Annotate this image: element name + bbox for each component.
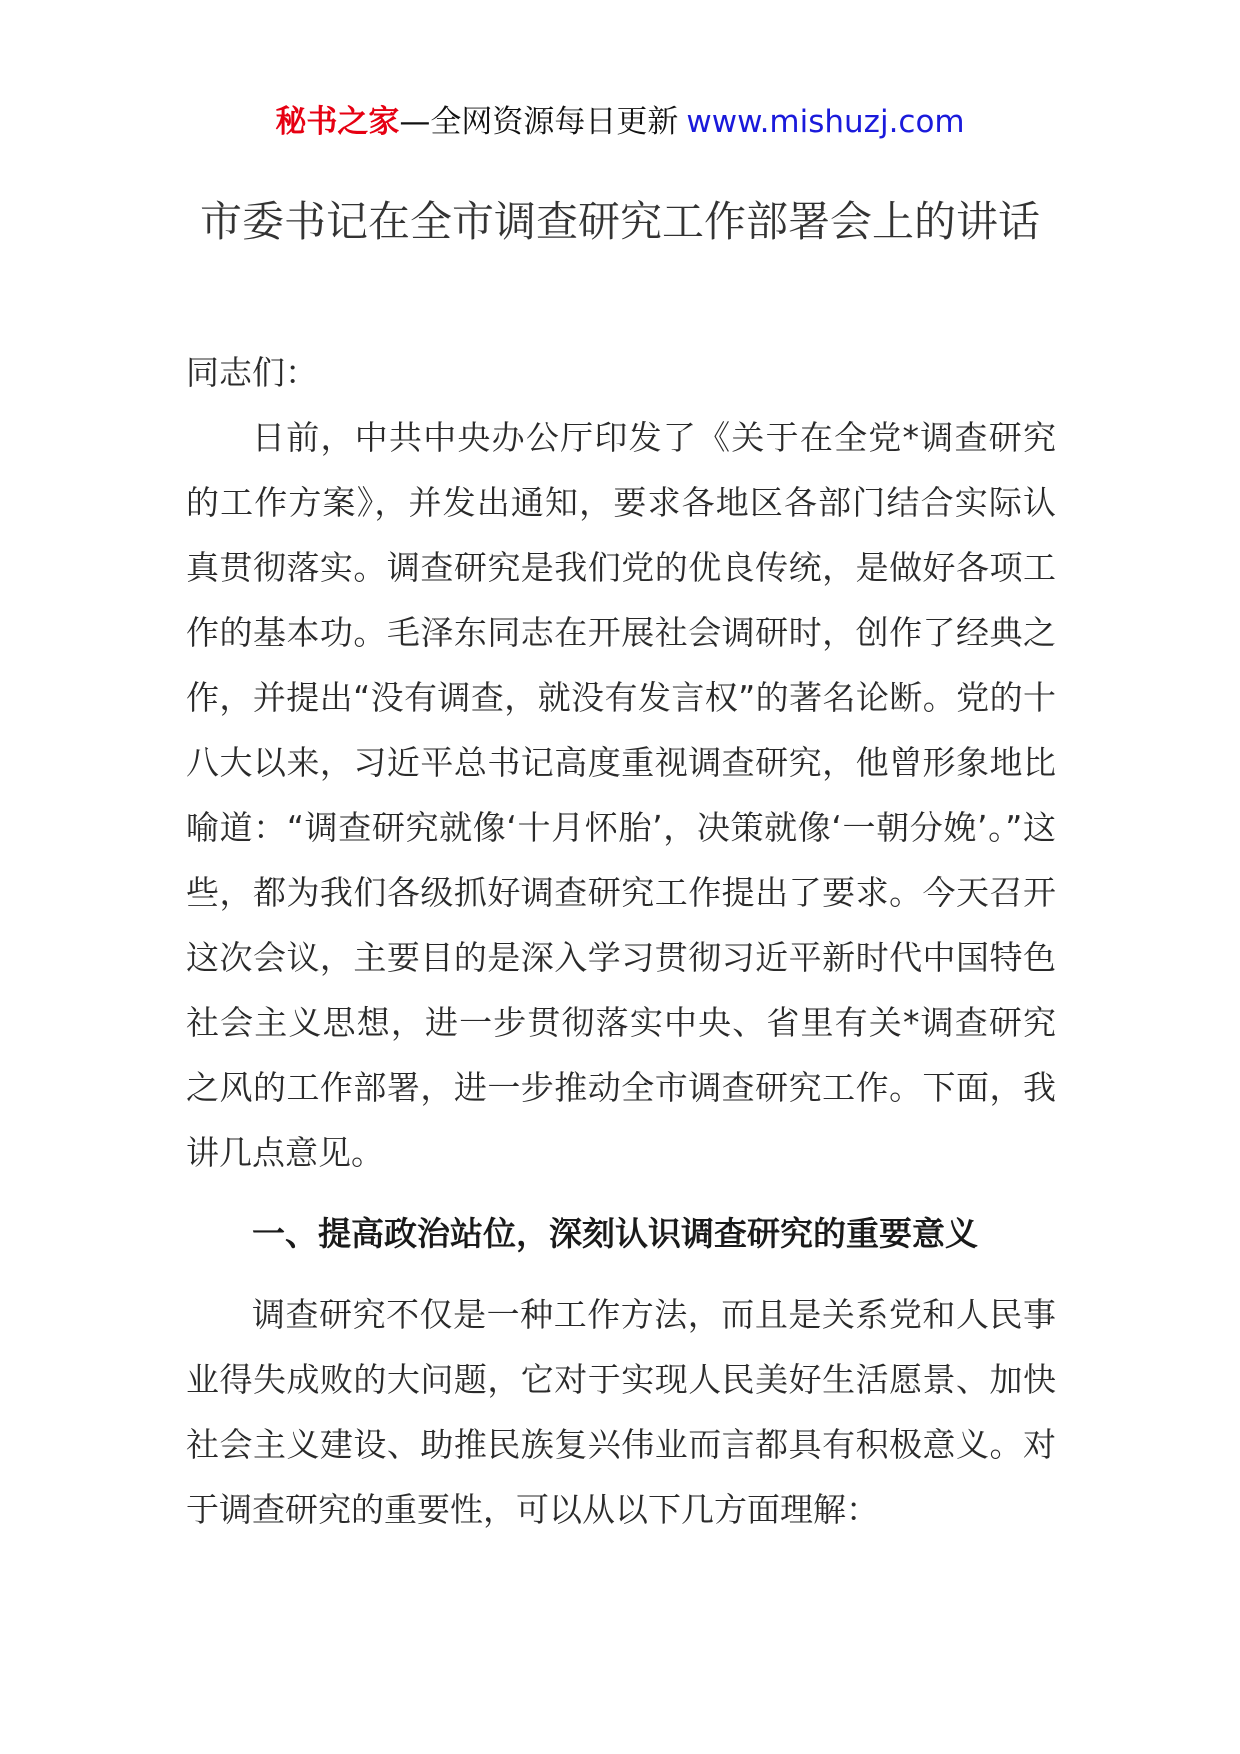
- section-paragraph: 调查研究不仅是一种工作方法，而且是关系党和人民事业得失成败的大问题，它对于实现人民美好生活愿景、加快社会主义建设、助推民族复兴伟业而言都具有积极意义。对于调查研究的重要性，可以从以下几方面理解：: [186, 1295, 1056, 1529]
- header-slogan: —全网资源每日更新: [399, 104, 679, 140]
- site-header: [0, 100, 1240, 144]
- document-body: [186, 340, 1056, 1542]
- site-url-link[interactable]: www.mishuzj.com: [686, 104, 965, 140]
- section-heading: 一、提高政治站位，深刻认识调查研究的重要意义: [252, 1214, 978, 1253]
- intro-paragraph: 日前，中共中央办公厅印发了《关于在全党*调查研究的工作方案》，并发出通知，要求各地区各部门结合实际认真贯彻落实。调查研究是我们党的优良传统，是做好各项工作的基本功。毛泽东同志在开展社会调研时，创作了经典之作，并提出“没有调查，就没有发言权”的著名论断。党的十八大以来，习近平总书记高度重视调查研究，他曾形象地比喻道：“调查研究就像‘十月怀胎’，决策就像‘一朝分娩’。”这些，都为我们各级抓好调查研究工作提出了要求。今天召开这次会议，主要目的是深入学习贯彻习近平新时代中国特色社会主义思想，进一步贯彻落实中央、省里有关*调查研究之风的工作部署，进一步推动全市调查研究工作。下面，我讲几点意见。: [186, 418, 1056, 1172]
- document-title: 市委书记在全市调查研究工作部署会上的讲话: [199, 197, 1040, 246]
- salutation: 同志们：: [186, 353, 318, 392]
- brand-name: 秘书之家: [275, 104, 400, 140]
